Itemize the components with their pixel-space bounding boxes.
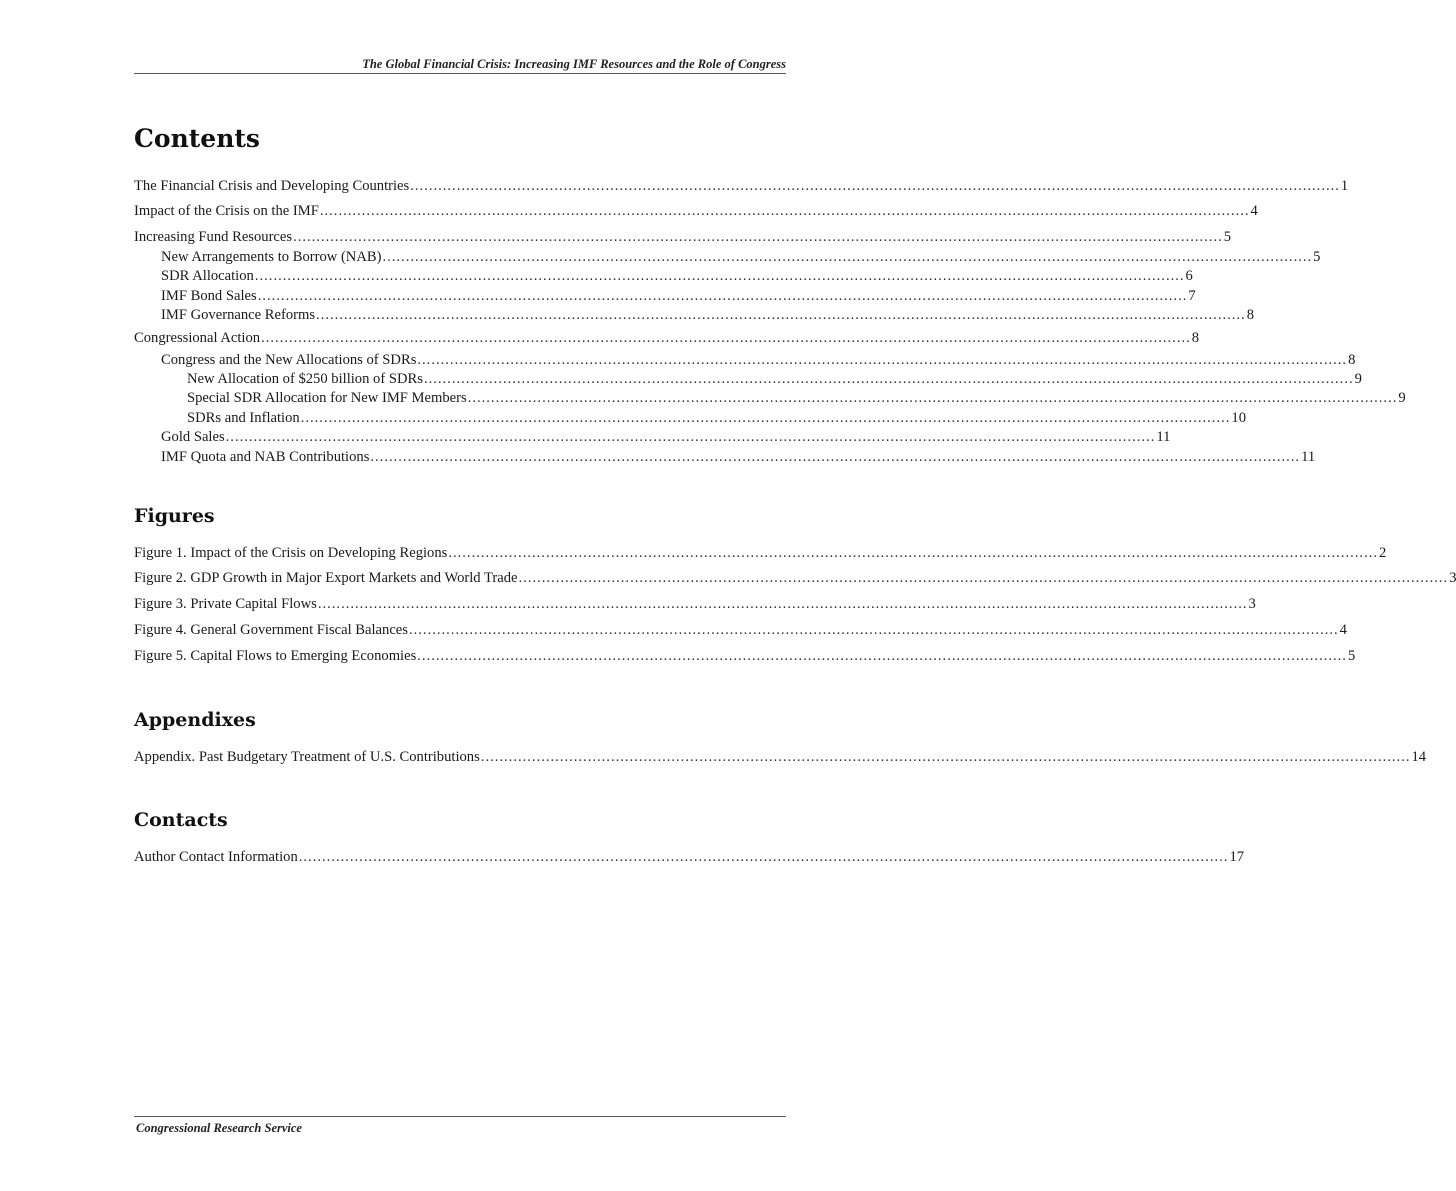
dot-leader: ........................................................................................................................................................................................................ [370,449,1301,465]
toc-entry-label: Figure 2. GDP Growth in Major Export Markets and World Trade [134,570,518,586]
dot-leader: ........................................................................................................................................................................................................ [298,849,1229,865]
dot-leader: ........................................................................................................................................................................................................ [417,648,1347,664]
toc-entry[interactable] [134,228,1232,246]
appendixes-title: Appendixes [134,709,256,731]
toc-entry-label: IMF Quota and NAB Contributions [161,449,370,465]
toc-entry-page: 17 [1229,849,1245,865]
toc-entry-page: 5 [1347,648,1356,664]
dot-leader: ........................................................................................................................................................................................................ [467,390,1398,406]
toc-entry[interactable] [134,569,1456,587]
footer-text: Congressional Research Service [136,1121,302,1135]
toc-entry[interactable] [134,409,1246,427]
toc-entry-label: Special SDR Allocation for New IMF Members [187,390,467,406]
toc-entry[interactable] [134,329,1200,347]
toc-entry-page: 2 [1379,545,1387,561]
toc-entry-page: 5 [1223,229,1232,245]
contacts-title: Contacts [134,809,228,831]
toc-entry[interactable] [134,448,1316,466]
toc-entry-page: 11 [1156,429,1171,445]
toc-entry[interactable] [134,287,1196,305]
toc-entry-page: 14 [1411,749,1427,765]
toc-entry-label: SDRs and Inflation [187,410,300,426]
dot-leader: ........................................................................................................................................................................................................ [423,371,1354,387]
dot-leader: ........................................................................................................................................................................................................ [518,570,1449,586]
toc-entry[interactable] [134,389,1406,407]
toc-entry[interactable] [134,595,1256,613]
toc-entry-label: New Arrangements to Borrow (NAB) [161,249,382,265]
toc-entry-label: Congress and the New Allocations of SDRs [161,352,417,368]
dot-leader: ........................................................................................................................................................................................................ [316,307,1246,323]
dot-leader: ........................................................................................................................................................................................................ [257,288,1188,304]
toc-entry[interactable] [134,177,1349,195]
dot-leader: ........................................................................................................................................................................................................ [293,229,1223,245]
figures-title: Figures [134,505,215,527]
dot-leader: ........................................................................................................................................................................................................ [382,249,1313,265]
toc-entry[interactable] [134,248,1321,266]
toc-entry-label: Appendix. Past Budgetary Treatment of U.S. Contributions [134,749,480,765]
toc-entry[interactable] [134,351,1356,369]
toc-entry-page: 3 [1449,570,1456,586]
toc-entry-page: 4 [1250,203,1258,219]
toc-entry-label: Increasing Fund Resources [134,229,293,245]
toc-entry[interactable] [134,428,1171,446]
toc-entry[interactable] [134,202,1258,220]
toc-entry-page: 9 [1354,371,1362,387]
toc-entry[interactable] [134,621,1347,639]
dot-leader: ........................................................................................................................................................................................................ [480,749,1411,765]
running-header: The Global Financial Crisis: Increasing IMF Resources and the Role of Congress [362,57,786,71]
dot-leader: ........................................................................................................................................................................................................ [317,596,1248,612]
toc-entry-label: Figure 5. Capital Flows to Emerging Economies [134,648,417,664]
dot-leader: ........................................................................................................................................................................................................ [408,622,1339,638]
dot-leader: ........................................................................................................................................................................................................ [319,203,1250,219]
toc-entry[interactable] [134,544,1387,562]
toc-entry-label: Figure 1. Impact of the Crisis on Developing Regions [134,545,448,561]
contents-title: Contents [134,124,261,153]
dot-leader: ........................................................................................................................................................................................................ [261,330,1191,346]
toc-entry-label: Figure 3. Private Capital Flows [134,596,317,612]
toc-entry-label: The Financial Crisis and Developing Countries [134,178,410,194]
dot-leader: ........................................................................................................................................................................................................ [225,429,1156,445]
dot-leader: ........................................................................................................................................................................................................ [254,268,1185,284]
toc-entry-label: IMF Governance Reforms [161,307,316,323]
dot-leader: ........................................................................................................................................................................................................ [448,545,1379,561]
dot-leader: ........................................................................................................................................................................................................ [300,410,1231,426]
toc-entry[interactable] [134,306,1254,324]
toc-entry-page: 8 [1348,352,1356,368]
dot-leader: ........................................................................................................................................................................................................ [417,352,1348,368]
toc-entry[interactable] [134,748,1427,766]
toc-entry-page: 8 [1246,307,1254,323]
toc-entry-page: 8 [1191,330,1200,346]
toc-entry-label: Impact of the Crisis on the IMF [134,203,319,219]
toc-entry[interactable] [134,647,1356,665]
toc-entry-label: New Allocation of $250 billion of SDRs [187,371,423,387]
toc-entry-page: 1 [1340,178,1349,194]
toc-entry-label: Author Contact Information [134,849,298,865]
toc-entry-page: 5 [1313,249,1321,265]
toc-entry-page: 7 [1188,288,1196,304]
header-rule [134,73,786,74]
dot-leader: ........................................................................................................................................................................................................ [410,178,1340,194]
toc-entry-label: SDR Allocation [161,268,254,284]
toc-entry-page: 3 [1248,596,1256,612]
toc-entry[interactable] [134,848,1245,866]
toc-entry-label: Gold Sales [161,429,225,445]
toc-entry-page: 11 [1301,449,1316,465]
footer-rule [134,1116,786,1117]
toc-entry-page: 9 [1398,390,1406,406]
toc-entry[interactable] [134,370,1362,388]
toc-entry-label: Congressional Action [134,330,261,346]
toc-entry-page: 10 [1231,410,1246,426]
toc-entry-label: IMF Bond Sales [161,288,257,304]
toc-entry-page: 6 [1185,268,1193,284]
toc-entry-label: Figure 4. General Government Fiscal Balances [134,622,408,638]
toc-entry[interactable] [134,267,1193,285]
toc-entry-page: 4 [1339,622,1347,638]
